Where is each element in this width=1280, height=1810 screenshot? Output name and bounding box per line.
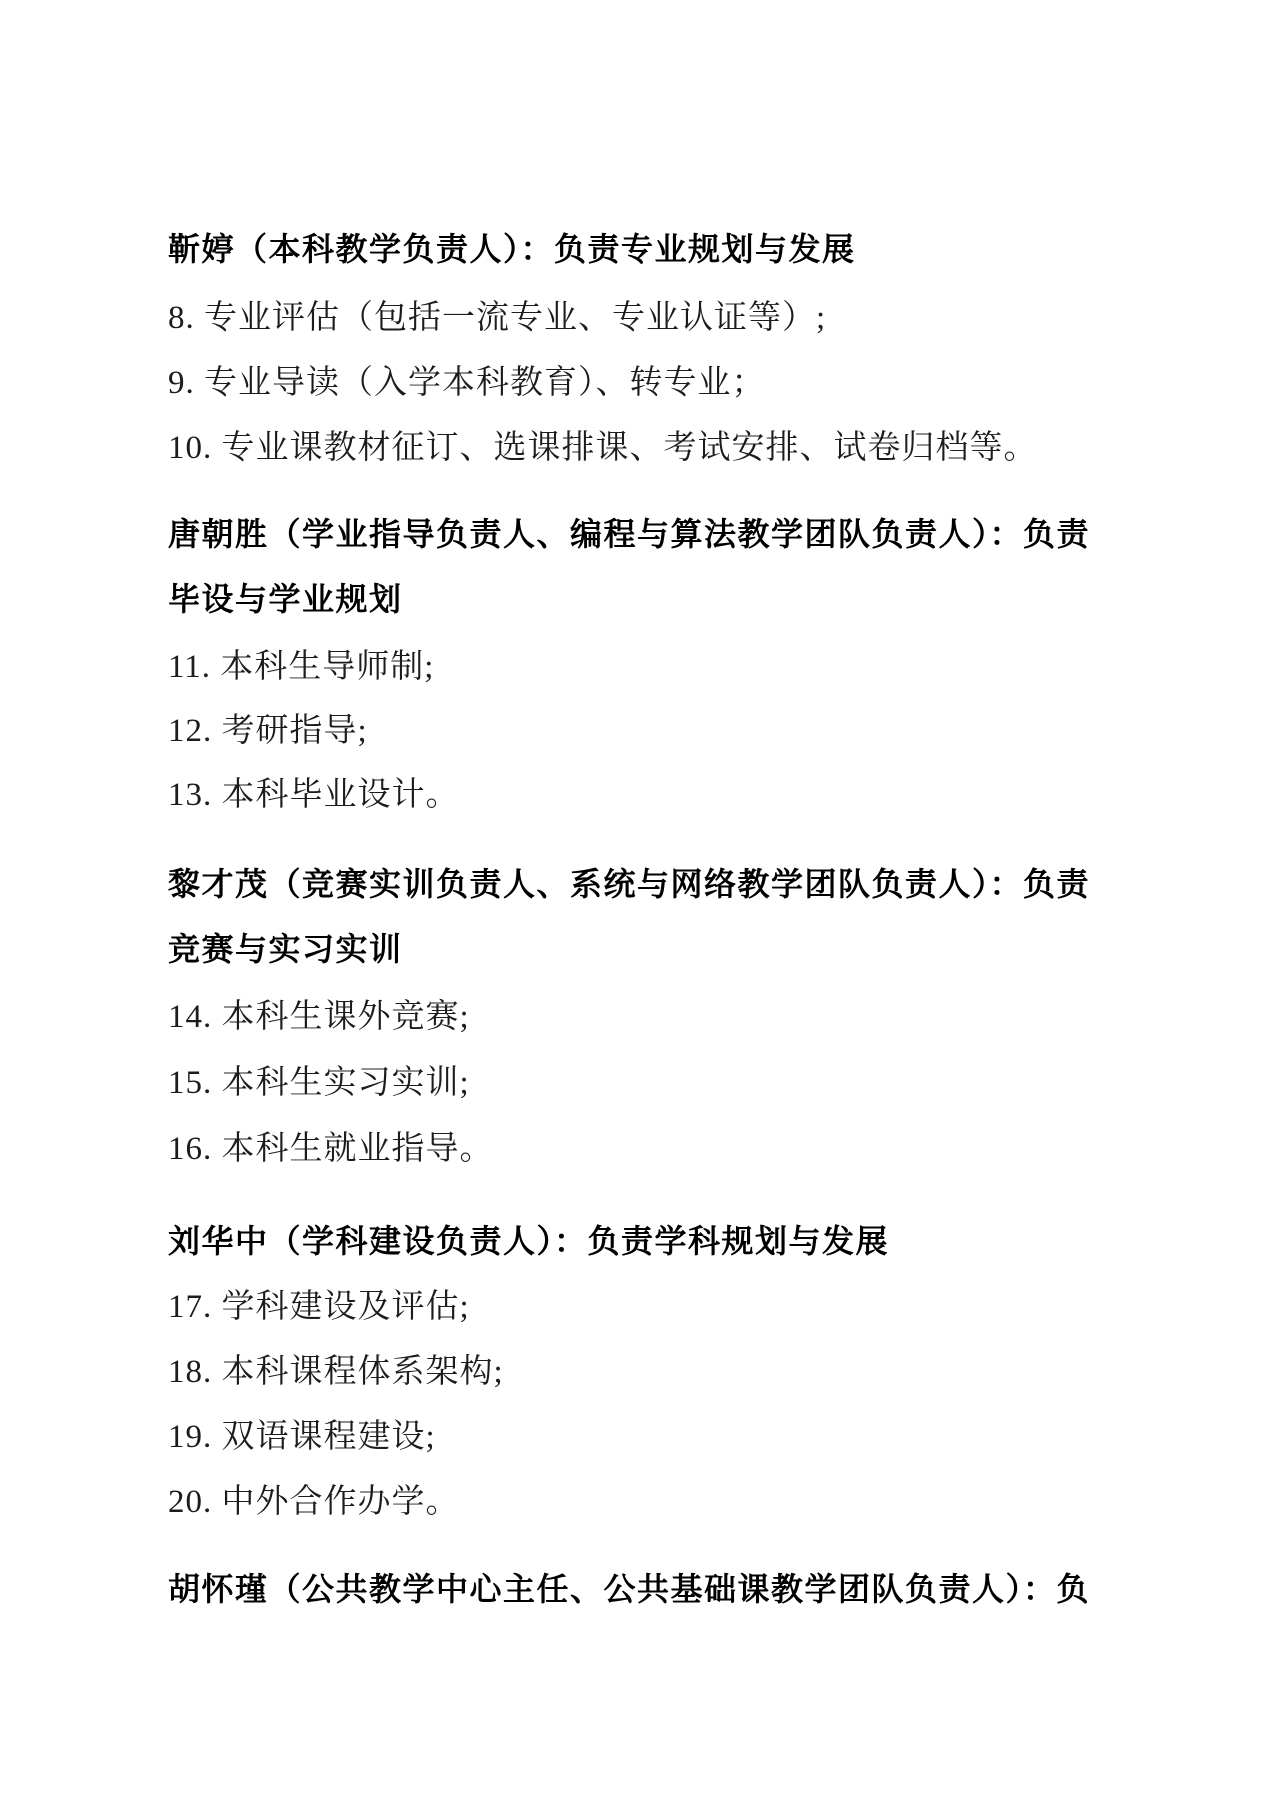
list-item-10: 10. 专业课教材征订、选课排课、考试安排、试卷归档等。	[168, 430, 1038, 466]
list-item-11: 11. 本科生导师制;	[168, 649, 435, 685]
section-heading-licaimao-line2: 竞赛与实习实训	[168, 931, 403, 967]
list-item-17: 17. 学科建设及评估;	[168, 1289, 470, 1325]
section-heading-tangchaosheng-line2: 毕设与学业规划	[168, 581, 403, 617]
list-item-16: 16. 本科生就业指导。	[168, 1131, 494, 1167]
section-heading-jinting: 靳婷（本科教学负责人）：负责专业规划与发展	[168, 231, 856, 267]
list-item-13: 13. 本科毕业设计。	[168, 777, 460, 813]
list-item-18: 18. 本科课程体系架构;	[168, 1354, 504, 1390]
section-heading-liuhuazhong: 刘华中（学科建设负责人）：负责学科规划与发展	[168, 1223, 890, 1259]
list-item-19: 19. 双语课程建设;	[168, 1419, 436, 1455]
list-item-15: 15. 本科生实习实训;	[168, 1065, 470, 1101]
list-item-9: 9. 专业导读（入学本科教育）、转专业；	[168, 365, 766, 401]
list-item-20: 20. 中外合作办学。	[168, 1484, 460, 1520]
section-heading-licaimao-line1: 黎才茂（竞赛实训负责人、系统与网络教学团队负责人）：负责	[168, 866, 1091, 902]
list-item-8: 8. 专业评估（包括一流专业、专业认证等）;	[168, 300, 827, 336]
section-heading-tangchaosheng-line1: 唐朝胜（学业指导负责人、编程与算法教学团队负责人）：负责	[168, 516, 1091, 552]
list-item-12: 12. 考研指导;	[168, 713, 368, 749]
section-heading-huhuaijin-line1: 胡怀瑾（公共教学中心主任、公共基础课教学团队负责人）：负	[168, 1571, 1091, 1607]
list-item-14: 14. 本科生课外竞赛;	[168, 999, 470, 1035]
